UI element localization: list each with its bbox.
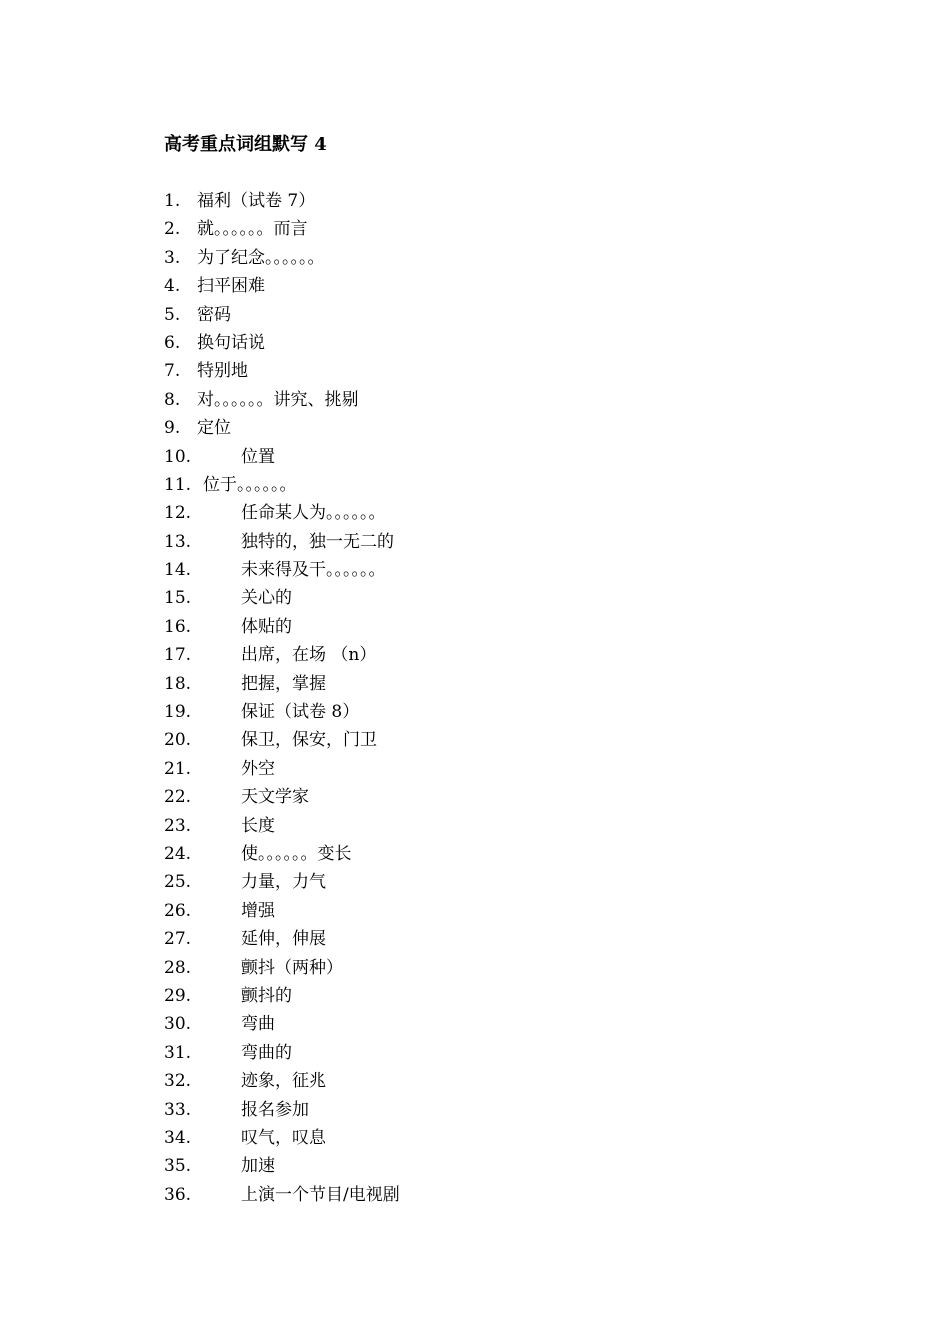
item-number: 9.	[164, 418, 181, 439]
list-item	[0, 670, 950, 698]
list-item	[0, 215, 950, 243]
item-number: 17.	[164, 645, 192, 666]
list-item	[0, 897, 950, 925]
item-text: 为了纪念。。。。。。	[197, 247, 325, 268]
item-number: 22.	[164, 787, 192, 808]
item-text: 体贴的	[241, 616, 292, 637]
list-item	[0, 414, 950, 442]
item-text: 天文学家	[241, 787, 309, 808]
item-text: 把握，掌握	[241, 673, 326, 694]
list-item	[0, 471, 950, 499]
list-item	[0, 982, 950, 1010]
item-text: 力量，力气	[241, 872, 326, 893]
list-item	[0, 641, 950, 669]
list-item	[0, 1096, 950, 1124]
list-item	[0, 726, 950, 754]
item-number: 15.	[164, 588, 192, 609]
item-text: 关心的	[241, 588, 292, 609]
list-item	[0, 1039, 950, 1067]
item-number: 1.	[164, 191, 181, 211]
item-number: 23.	[164, 815, 192, 836]
item-number: 13.	[164, 531, 192, 552]
item-text: 密码	[197, 304, 231, 325]
item-text: 使。。。。。。变长	[241, 843, 352, 864]
item-text: 定位	[197, 418, 231, 439]
item-text: 颤抖（两种）	[241, 957, 343, 978]
list-item	[0, 443, 950, 471]
item-number: 32.	[164, 1071, 192, 1092]
item-text: 位于。。。。。。	[203, 474, 297, 495]
item-text: 位置	[241, 446, 275, 467]
list-item	[0, 783, 950, 811]
item-number: 36.	[164, 1184, 192, 1205]
item-number: 6.	[164, 332, 181, 353]
item-text: 福利（试卷 7）	[197, 191, 316, 211]
item-number: 11.	[164, 474, 192, 495]
item-text: 就。。。。。。而言	[197, 219, 308, 240]
item-number: 16.	[164, 616, 192, 637]
vocab-list	[0, 187, 950, 1209]
item-number: 7.	[164, 361, 181, 382]
list-item	[0, 1010, 950, 1038]
item-text: 延伸，伸展	[241, 929, 326, 950]
list-item	[0, 925, 950, 953]
item-text: 对。。。。。。讲究、挑剔	[197, 389, 359, 410]
item-text: 迹象，征兆	[241, 1071, 326, 1092]
list-item	[0, 556, 950, 584]
item-number: 33.	[164, 1099, 192, 1120]
list-item	[0, 357, 950, 385]
item-text: 任命某人为。。。。。。	[241, 503, 386, 524]
list-item	[0, 301, 950, 329]
list-item	[0, 272, 950, 300]
item-number: 5.	[164, 304, 181, 325]
item-number: 25.	[164, 872, 192, 893]
list-item	[0, 584, 950, 612]
list-item	[0, 329, 950, 357]
item-number: 18.	[164, 673, 192, 694]
list-item	[0, 840, 950, 868]
item-number: 2.	[164, 219, 181, 240]
item-text: 报名参加	[241, 1099, 309, 1120]
item-number: 19.	[164, 702, 192, 723]
list-item	[0, 528, 950, 556]
item-number: 35.	[164, 1156, 192, 1177]
item-number: 14.	[164, 560, 192, 581]
item-text: 增强	[241, 900, 275, 921]
list-item	[0, 698, 950, 726]
item-number: 12.	[164, 503, 192, 524]
item-text: 特别地	[197, 361, 248, 382]
list-item	[0, 812, 950, 840]
list-item	[0, 1181, 950, 1209]
item-number: 26.	[164, 900, 192, 921]
item-number: 3.	[164, 247, 181, 268]
item-number: 34.	[164, 1127, 192, 1148]
list-item	[0, 1152, 950, 1180]
item-number: 4.	[164, 276, 181, 297]
page-title: 高考重点词组默写 4	[164, 134, 327, 155]
item-text: 长度	[241, 815, 275, 836]
list-item	[0, 868, 950, 896]
list-item	[0, 499, 950, 527]
list-item	[0, 386, 950, 414]
item-text: 弯曲	[241, 1014, 275, 1035]
item-number: 30.	[164, 1014, 192, 1035]
item-text: 弯曲的	[241, 1042, 292, 1063]
item-text: 加速	[241, 1156, 275, 1177]
item-number: 27.	[164, 929, 192, 950]
list-item	[0, 954, 950, 982]
item-text: 出席，在场 （n）	[241, 645, 377, 666]
item-text: 独特的，独一无二的	[241, 531, 394, 552]
list-item	[0, 1124, 950, 1152]
list-item	[0, 244, 950, 272]
item-number: 21.	[164, 758, 192, 779]
item-number: 8.	[164, 389, 181, 410]
item-number: 29.	[164, 985, 192, 1006]
item-number: 24.	[164, 843, 192, 864]
item-text: 上演一个节目/电视剧	[241, 1184, 400, 1205]
item-text: 保证（试卷 8）	[241, 702, 360, 723]
item-number: 20.	[164, 730, 192, 751]
item-text: 保卫，保安，门卫	[241, 730, 377, 751]
list-item	[0, 187, 950, 215]
item-text: 扫平困难	[197, 276, 265, 297]
list-item	[0, 1067, 950, 1095]
list-item	[0, 613, 950, 641]
item-text: 颤抖的	[241, 985, 292, 1006]
item-text: 外空	[241, 758, 275, 779]
item-number: 28.	[164, 957, 192, 978]
item-number: 10.	[164, 446, 192, 467]
item-text: 未来得及干。。。。。。	[241, 560, 386, 581]
item-number: 31.	[164, 1042, 192, 1063]
item-text: 叹气，叹息	[241, 1127, 326, 1148]
list-item	[0, 755, 950, 783]
item-text: 换句话说	[197, 332, 265, 353]
